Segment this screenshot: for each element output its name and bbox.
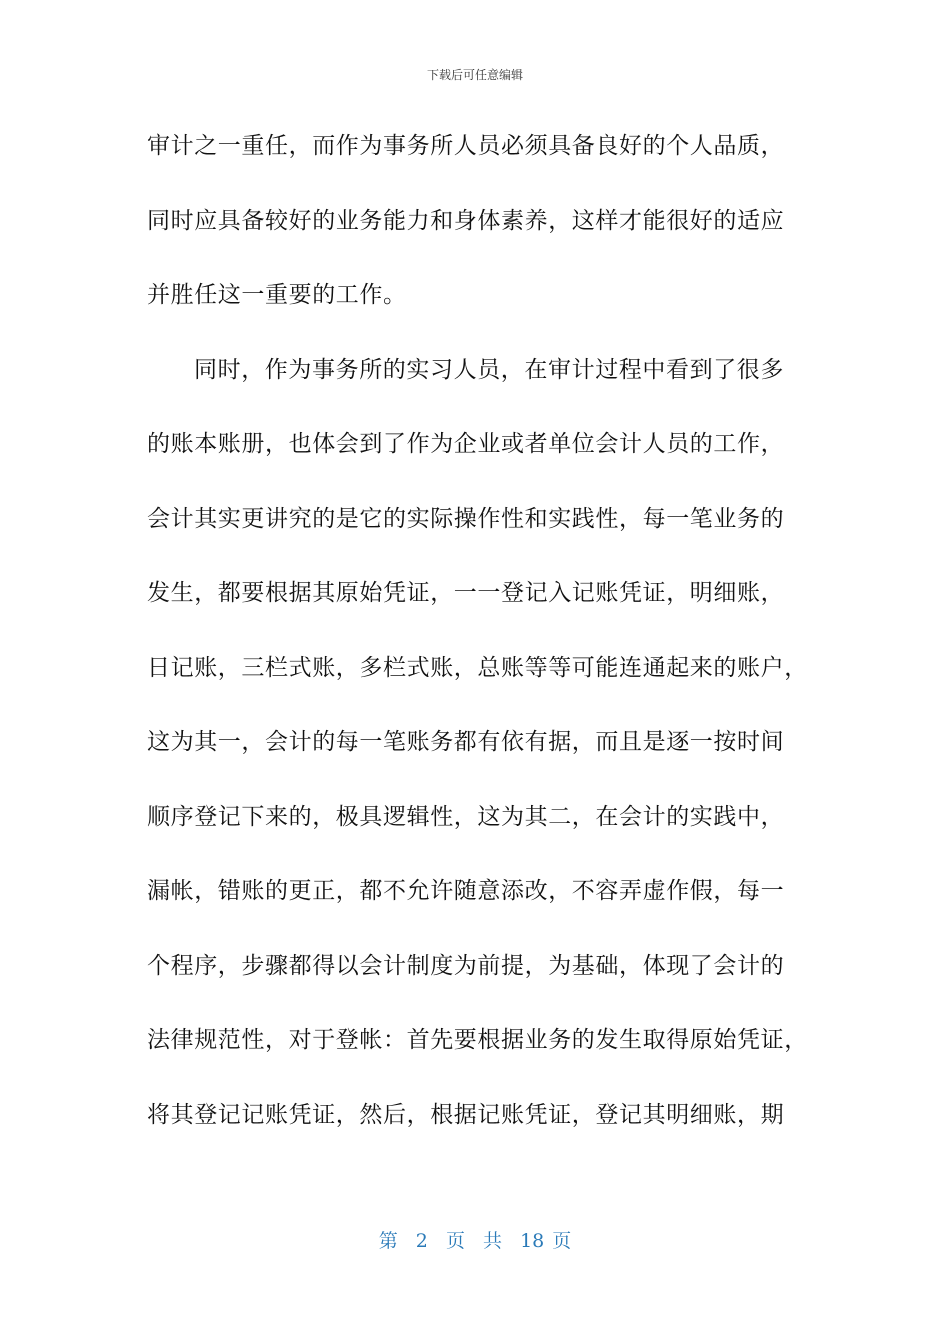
text-line: 日记账，三栏式账，多栏式账，总账等等可能连通起来的账户， (147, 654, 808, 681)
text-line: 发生，都要根据其原始凭证，一一登记入记账凭证，明细账， (147, 580, 785, 606)
text-line: 将其登记记账凭证，然后，根据记账凭证，登记其明细账，期 (147, 1101, 785, 1128)
text-line: 漏帐，错账的更正，都不允许随意添改，不容弄虚作假，每一 (147, 878, 785, 904)
text-line: 的账本账册，也体会到了作为企业或者单位会计人员的工作， (147, 431, 785, 457)
page-label: 共 (483, 1230, 503, 1252)
text-line: 个程序，步骤都得以会计制度为前提，为基础，体现了会计的 (147, 952, 785, 979)
text-line: 审计之一重任，而作为事务所人员必须具备良好的个人品质， (147, 133, 785, 159)
document-body (147, 123, 817, 1166)
header-note: 下载后可任意编辑 (426, 68, 523, 82)
page-total: 18 (520, 1230, 545, 1252)
text-line: 会计其实更讲究的是它的实际操作性和实践性，每一笔业务的 (147, 505, 785, 532)
text-line: 法律规范性，对于登帐：首先要根据业务的发生取得原始凭证， (147, 1027, 808, 1053)
page-label: 页 (445, 1230, 465, 1252)
text-line: 并胜任这一重要的工作。 (147, 282, 407, 308)
page-footer (0, 1226, 950, 1253)
page-label: 页 (552, 1230, 572, 1252)
text-line: 顺序登记下来的，极具逻辑性，这为其二，在会计的实践中， (147, 803, 785, 830)
page-label: 第 (378, 1230, 398, 1252)
page-number: 2 (415, 1230, 428, 1252)
text-line: 这为其一，会计的每一笔账务都有依有据，而且是逐一按时间 (147, 729, 785, 755)
text-line: 同时应具备较好的业务能力和身体素养，这样才能很好的适应 (147, 207, 785, 234)
text-line: 同时，作为事务所的实习人员，在审计过程中看到了很多 (194, 356, 784, 383)
